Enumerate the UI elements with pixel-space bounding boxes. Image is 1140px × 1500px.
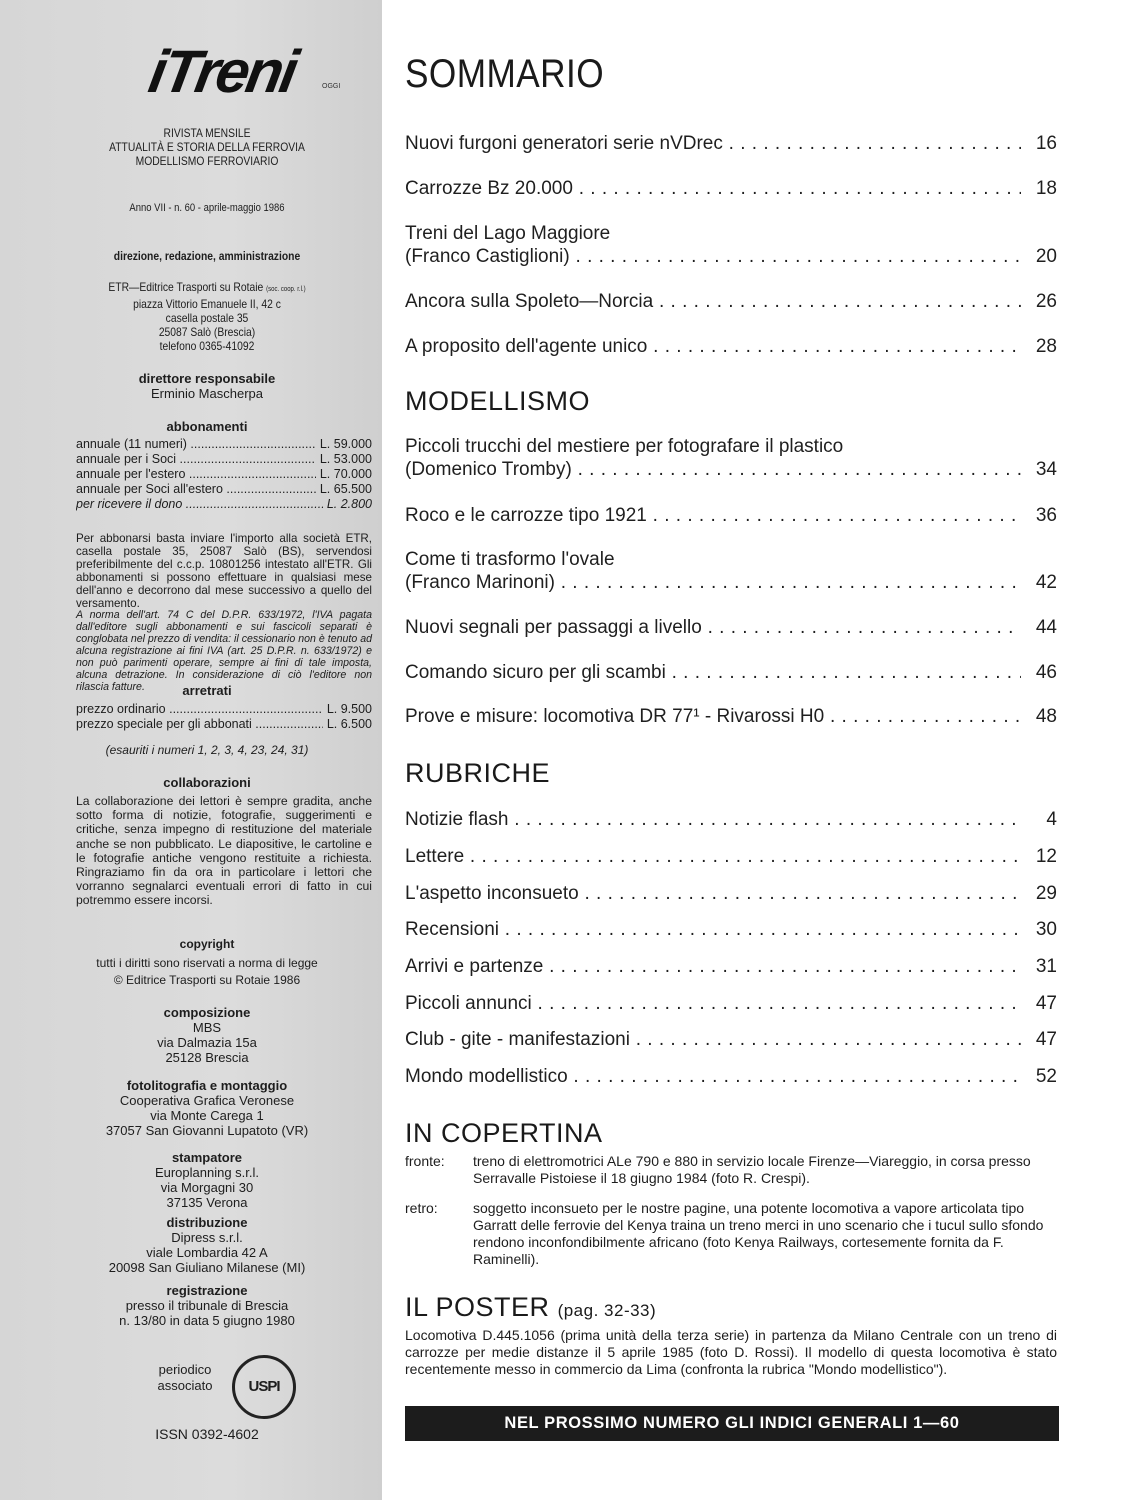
table-row: annuale per Soci all'estero ..... L. 65.500 <box>76 482 372 497</box>
composition: composizione MBS via Dalmazia 15a 25128 Brescia <box>157 1005 257 1065</box>
director: direttore responsabile Erminio Mascherpa <box>138 371 276 401</box>
issn: ISSN 0392-4602 <box>155 1426 259 1442</box>
list-item: Treni del Lago Maggiore (Franco Castiglioni) . . . 20 <box>405 222 1057 268</box>
list-item: Roco e le carrozze tipo 1921 . . . 36 <box>405 504 1057 527</box>
uspi-logo: USPI <box>232 1355 296 1419</box>
list-item: Ancora sulla Spoleto—Norcia . . . 26 <box>405 290 1057 313</box>
rubriche-title: RUBRICHE <box>405 758 551 788</box>
list-item: Notizie flash . . . 4 <box>405 808 1057 831</box>
list-item: Come ti trasformo l'ovale (Franco Marinoni) . . . 42 <box>405 548 1057 594</box>
iva-note: A norma dell'art. 74 C del D.P.R. 633/1972, l'IVA pagata dall'editore sugli abbonamenti e sui fascicoli separati è conglobata nel prezzo di vendita: il cessionario non è tenuto ad alcuna registrazione ai fini IVA (art. 25 D.P.R. n. 633/1972) e non può parimenti operare, sempre ai fini di tale imposta, alcuna detrazione. In considerazione di ciò l'editore non rilascia fatture. <box>76 609 372 693</box>
exhausted-issues: (esauriti i numeri 1, 2, 3, 4, 23, 24, 31) <box>105 743 309 757</box>
table-row: annuale (11 numeri) ..... L. 59.000 <box>76 437 372 452</box>
logo <box>144 38 341 105</box>
sommario-title: SOMMARIO <box>405 52 605 96</box>
list-item: Prove e misure: locomotiva DR 77¹ - Rivarossi H0 . . . 48 <box>405 705 1057 728</box>
table-row: prezzo ordinario ..... L. 9.500 <box>76 702 372 717</box>
table-row: annuale per i Soci ..... L. 53.000 <box>76 452 372 467</box>
copertina-title: IN COPERTINA <box>405 1118 603 1148</box>
copyright: copyright tutti i diritti sono riservati a norma di legge © Editrice Trasporti su Rotaie 1986 <box>96 937 318 987</box>
back-issues-table <box>76 702 372 732</box>
modellismo-title: MODELLISMO <box>405 386 591 416</box>
logo-wordmark: iTreni <box>144 38 301 105</box>
photolithography: fotolitografia e montaggio Cooperativa Grafica Veronese via Monte Carega 1 37057 San Giovanni Lupatoto (VR) <box>105 1078 309 1138</box>
list-item: Nuovi furgoni generatori serie nVDrec . . . 16 <box>405 132 1057 155</box>
logo-sub: OGGI <box>322 83 341 90</box>
cover-back: retro: soggetto inconsueto per le nostre pagine, una potente locomotiva a vapore articolata tipo Garratt delle ferrovie del Kenya traina un treno merci in uno scenario che i tucul sullo sfondo rendono inconfondibilmente africano (foto Kenya Railways, cortesemente fornita da F. Raminelli). <box>405 1200 1044 1267</box>
publisher-address: ETR—Editrice Trasporti su Rotaie (soc. coop. r.l.) piazza Vittorio Emanuele II, 42 c casella postale 35 25087 Salò (Brescia) telefono 0365-41092 <box>108 280 306 353</box>
distribution: distribuzione Dipress s.r.l. viale Lombardia 42 A 20098 San Giuliano Milanese (MI) <box>108 1215 306 1275</box>
list-item: A proposito dell'agente unico . . . 28 <box>405 335 1057 358</box>
list-item: L'aspetto inconsueto . . . 29 <box>405 882 1057 905</box>
list-item: Nuovi segnali per passaggi a livello . . . 44 <box>405 616 1057 639</box>
table-row: per ricevere il dono ..... L. 2.800 <box>76 497 372 512</box>
poster-title: IL POSTER (pag. 32-33) <box>405 1292 657 1322</box>
cover-front: fronte: treno di elettromotrici ALe 790 e 880 in servizio locale Firenze—Viareggio, in corsa presso Serravalle Pistoiese il 18 giugno 1984 (foto R. Crespi). <box>405 1153 1031 1186</box>
list-item: Piccoli trucchi del mestiere per fotografare il plastico (Domenico Tromby) . . . 34 <box>405 435 1057 481</box>
subs-heading: abbonamenti <box>166 419 248 434</box>
next-issue-banner: NEL PROSSIMO NUMERO GLI INDICI GENERALI 1—60 <box>405 1406 1059 1441</box>
list-item: Comando sicuro per gli scambi . . . 46 <box>405 661 1057 684</box>
masthead-sidebar <box>0 0 382 1500</box>
collab-heading: collaborazioni <box>163 775 251 790</box>
list-item: Club - gite - manifestazioni . . . 47 <box>405 1028 1057 1051</box>
registration: registrazione presso il tribunale di Brescia n. 13/80 in data 5 giugno 1980 <box>119 1283 295 1328</box>
issue-info: Anno VII - n. 60 - aprile-maggio 1986 <box>129 202 285 214</box>
table-row: annuale per l'estero ..... L. 70.000 <box>76 467 372 482</box>
collab-text: La collaborazione dei lettori è sempre gradita, anche sotto forma di notizie, fotografie, suggerimenti e critiche, senza impegno di restituzione del materiale anche se non pubblicato. Le diapositive, le cartoline e le fotografie antiche vengono restituite a richiesta. Ringraziamo fin da ora in particolare i lettori che vorranno segnalarci eventuali errori di fatto in cui potremmo essere incorsi. <box>76 794 372 908</box>
subscriptions-table <box>76 437 372 512</box>
list-item: Carrozze Bz 20.000 . . . 18 <box>405 177 1057 200</box>
subtitle: RIVISTA MENSILE ATTUALITÀ E STORIA DELLA FERROVIA MODELLISMO FERROVIARIO <box>109 126 305 168</box>
subs-instructions: Per abbonarsi basta inviare l'importo alla società ETR, casella postale 35, 25087 Salò (BS), servendosi preferibilmente del c.c.p. 10801256 intestato all'ETR. Gli abbonamenti si possono effettuare in qualsiasi mese dell'anno e decorrono dal mese successivo a quello del versamento. <box>76 532 372 610</box>
list-item: Lettere . . . 12 <box>405 845 1057 868</box>
list-item: Mondo modellistico . . . 52 <box>405 1065 1057 1088</box>
list-item: Arrivi e partenze . . . 31 <box>405 955 1057 978</box>
periodical-associate: periodico associato <box>157 1362 213 1393</box>
table-row: prezzo speciale per gli abbonati ..... L. 6.500 <box>76 717 372 732</box>
poster-description: Locomotiva D.445.1056 (prima unità della terza serie) in partenza da Milano Centrale con un treno di carrozze per medie distanze il 5 aprile 1985 (foto D. Rossi). Il modello di questa locomotiva è stato recentemente messo in commercio da Lima (confronta la rubrica "Mondo modellistico"). <box>405 1327 1057 1377</box>
list-item: Recensioni . . . 30 <box>405 918 1057 941</box>
back-issues-heading: arretrati <box>182 683 232 698</box>
list-item: Piccoli annunci . . . 47 <box>405 992 1057 1015</box>
direction-heading: direzione, redazione, amministrazione <box>113 249 301 263</box>
printer: stampatore Europlanning s.r.l. via Morgagni 30 37135 Verona <box>154 1150 260 1210</box>
